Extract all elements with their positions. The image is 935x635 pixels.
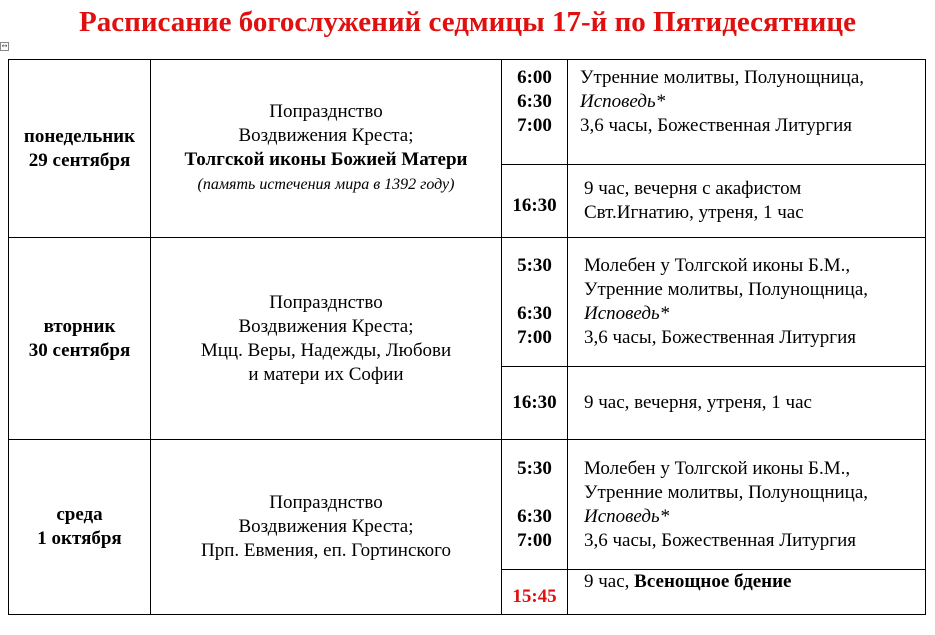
feast-line: и матери их Софии <box>248 363 404 385</box>
feast-line: Попразднство <box>269 101 383 122</box>
page-title: Расписание богослужений седмицы 17-й по Пятидесятнице <box>79 6 856 38</box>
service-line-italic: Исповедь* <box>580 91 666 112</box>
table-row <box>9 60 926 165</box>
service-line: 3,6 часы, Божественная Литургия <box>580 115 853 136</box>
feast-cell-monday <box>151 60 502 238</box>
feast-line: Воздвижения Креста; <box>238 516 414 537</box>
service-line: Утренние молитвы, Полунощница, <box>580 67 865 88</box>
schedule-table <box>8 59 926 615</box>
service-line: 9 час, вечерня с акафистом <box>584 178 802 199</box>
time: 5:30 <box>517 457 552 479</box>
day-date: 29 сентября <box>28 149 131 171</box>
service-line: 9 час, вечерня, утреня, 1 час <box>584 392 812 413</box>
services-cell <box>568 440 926 570</box>
service-line: Молебен у Толгской иконы Б.М., <box>584 457 851 479</box>
service-line: 3,6 часы, Божественная Литургия <box>584 529 857 551</box>
day-cell-tuesday <box>9 238 151 440</box>
day-date: 1 октября <box>37 528 122 549</box>
day-name: вторник <box>43 315 116 337</box>
feast-line: Попразднство <box>269 291 383 313</box>
service-line-italic: Исповедь* <box>584 505 670 527</box>
service-line: Молебен у Толгской иконы Б.М., <box>584 255 851 276</box>
day-cell-monday <box>9 60 151 238</box>
time: 6:30 <box>517 91 552 112</box>
time: 6:30 <box>517 505 552 527</box>
time: 16:30 <box>512 195 557 216</box>
service-line: 9 час, <box>584 571 635 592</box>
time: 7:00 <box>517 529 552 551</box>
time-cell <box>502 238 568 367</box>
time: 5:30 <box>517 255 552 276</box>
time: 15:45 <box>512 586 557 607</box>
services-cell <box>568 367 926 440</box>
day-name: среда <box>56 504 103 525</box>
time: 7:00 <box>517 115 552 136</box>
time: 7:00 <box>517 327 552 348</box>
feast-cell-tuesday <box>151 238 502 440</box>
services-cell <box>568 60 926 165</box>
time: 6:00 <box>517 67 552 88</box>
table-row <box>9 238 926 367</box>
time-cell <box>502 165 568 238</box>
time-cell <box>502 367 568 440</box>
time: 16:30 <box>512 392 557 413</box>
feast-note: (память истечения мира в 1392 году) <box>197 176 455 193</box>
time-cell-highlight <box>502 570 568 615</box>
day-date: 30 сентября <box>28 339 131 361</box>
feast-line: Воздвижения Креста; <box>238 315 414 337</box>
service-line: 3,6 часы, Божественная Литургия <box>584 327 857 348</box>
feast-line: Прп. Евмения, еп. Гортинского <box>201 540 451 561</box>
feast-line-bold: Толгской иконы Божией Матери <box>184 149 468 170</box>
services-cell <box>568 238 926 367</box>
service-line-italic: Исповедь* <box>584 303 670 324</box>
services-cell <box>568 570 926 615</box>
time-cell <box>502 60 568 165</box>
service-line: Утренние молитвы, Полунощница, <box>584 481 869 503</box>
service-line-bold: Всенощное бдение <box>634 571 792 592</box>
services-cell <box>568 165 926 238</box>
feast-line: Мцц. Веры, Надежды, Любови <box>200 339 452 361</box>
table-row <box>9 440 926 570</box>
time: 6:30 <box>517 303 552 324</box>
feast-cell-wednesday <box>151 440 502 615</box>
table-move-handle-icon[interactable]: ↔ <box>1 42 8 50</box>
day-name: понедельник <box>23 125 136 147</box>
day-cell-wednesday <box>9 440 151 615</box>
service-line: Свт.Игнатию, утреня, 1 час <box>584 202 804 223</box>
feast-line: Воздвижения Креста; <box>238 125 414 146</box>
service-line: Утренние молитвы, Полунощница, <box>584 279 869 300</box>
time-cell <box>502 440 568 570</box>
feast-line: Попразднство <box>269 492 383 513</box>
